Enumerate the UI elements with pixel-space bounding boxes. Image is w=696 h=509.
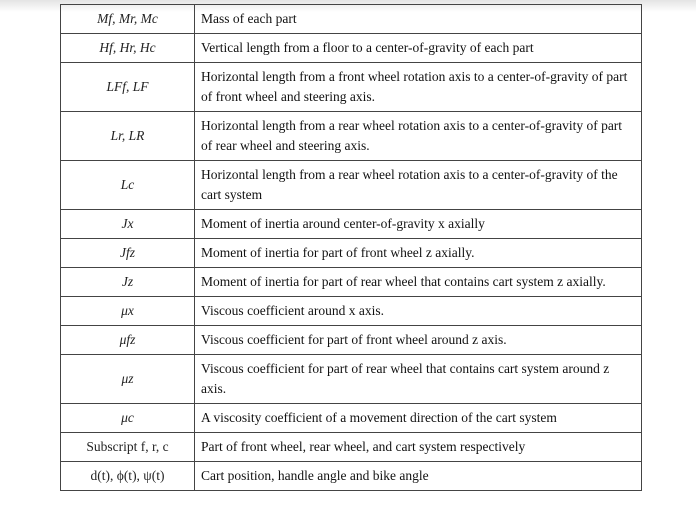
description-cell: Viscous coefficient for part of front wheel around z axis. [195,326,642,355]
symbol-cell: μfz [61,326,195,355]
symbol-cell: Hf, Hr, Hc [61,34,195,63]
description-cell: Horizontal length from a front wheel rotation axis to a center-of-gravity of part of front wheel and steering axis. [195,63,642,112]
table-row [61,462,642,491]
table-row [61,433,642,462]
parameter-table [60,4,642,491]
description-cell: Vertical length from a floor to a center-of-gravity of each part [195,34,642,63]
symbol-cell: μc [61,404,195,433]
description-cell: Moment of inertia for part of rear wheel that contains cart system z axially. [195,268,642,297]
table-row [61,5,642,34]
table-row [61,355,642,404]
table-row [61,161,642,210]
table-row [61,268,642,297]
description-cell: Cart position, handle angle and bike angle [195,462,642,491]
description-cell: Viscous coefficient for part of rear wheel that contains cart system around z axis. [195,355,642,404]
description-cell: Moment of inertia for part of front wheel z axially. [195,239,642,268]
symbol-cell: Lc [61,161,195,210]
description-cell: Horizontal length from a rear wheel rotation axis to a center-of-gravity of part of rear wheel and steering axis. [195,112,642,161]
symbol-cell: μz [61,355,195,404]
symbol-cell: Jfz [61,239,195,268]
symbol-cell: Jx [61,210,195,239]
description-cell: Moment of inertia around center-of-gravity x axially [195,210,642,239]
symbol-cell: Subscript f, r, c [61,433,195,462]
description-cell: Horizontal length from a rear wheel rotation axis to a center-of-gravity of the cart system [195,161,642,210]
description-cell: Mass of each part [195,5,642,34]
table-row [61,297,642,326]
table-row [61,210,642,239]
description-cell: A viscosity coefficient of a movement direction of the cart system [195,404,642,433]
description-cell: Viscous coefficient around x axis. [195,297,642,326]
table-row [61,112,642,161]
table-row [61,34,642,63]
symbol-cell: Jz [61,268,195,297]
table-row [61,239,642,268]
description-cell: Part of front wheel, rear wheel, and cart system respectively [195,433,642,462]
table-row [61,63,642,112]
symbol-cell: μx [61,297,195,326]
symbol-cell: Lr, LR [61,112,195,161]
table-row [61,404,642,433]
symbol-cell: Mf, Mr, Mc [61,5,195,34]
symbol-cell: LFf, LF [61,63,195,112]
symbol-cell: d(t), ϕ(t), ψ(t) [61,462,195,491]
table-row [61,326,642,355]
